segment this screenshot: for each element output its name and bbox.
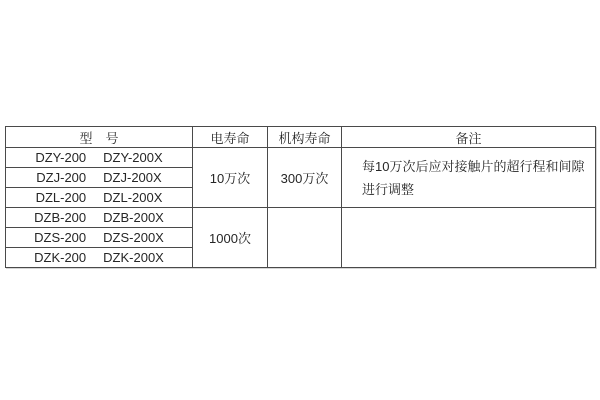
remarks-cell (342, 208, 596, 268)
model-pair (6, 150, 192, 165)
model-pair (6, 250, 192, 265)
relay-spec-table (5, 126, 596, 268)
remarks-cell (342, 148, 596, 208)
mechanism-life-cell (268, 208, 342, 268)
model-cell (6, 188, 193, 208)
model-name-x: DZY-200X (103, 150, 163, 165)
mechanism-life-cell: 300万次 (268, 148, 342, 208)
model-name-x: DZS-200X (103, 230, 164, 245)
table-header-row (6, 127, 596, 148)
model-name: DZK-200 (34, 250, 87, 265)
table-row (6, 148, 596, 168)
model-pair (6, 210, 192, 225)
model-name: DZB-200 (34, 210, 87, 225)
model-name: DZY-200 (35, 150, 87, 165)
model-name-x: DZJ-200X (103, 170, 162, 185)
header-remarks: 备注 (342, 127, 596, 148)
model-cell (6, 148, 193, 168)
remark-line: 进行调整 (362, 181, 415, 197)
remark-line: 每10万次后应对接触片的超行程和间隙 (362, 158, 585, 174)
electrical-life-cell: 10万次 (193, 148, 268, 208)
header-mechanism-life: 机构寿命 (268, 127, 342, 148)
model-pair (6, 190, 192, 205)
electrical-life-cell: 1000次 (193, 208, 268, 268)
model-name-x: DZL-200X (103, 190, 163, 205)
model-cell (6, 248, 193, 268)
model-pair (6, 230, 192, 245)
model-name-x: DZB-200X (103, 210, 164, 225)
model-cell (6, 208, 193, 228)
table-row (6, 208, 596, 228)
model-name: DZS-200 (34, 230, 87, 245)
model-cell (6, 228, 193, 248)
model-name-x: DZK-200X (103, 250, 164, 265)
model-cell (6, 168, 193, 188)
model-name: DZJ-200 (36, 170, 87, 185)
model-name: DZL-200 (35, 190, 87, 205)
header-electrical-life: 电寿命 (193, 127, 268, 148)
header-model: 型 号 (6, 127, 193, 148)
model-pair (6, 170, 192, 185)
